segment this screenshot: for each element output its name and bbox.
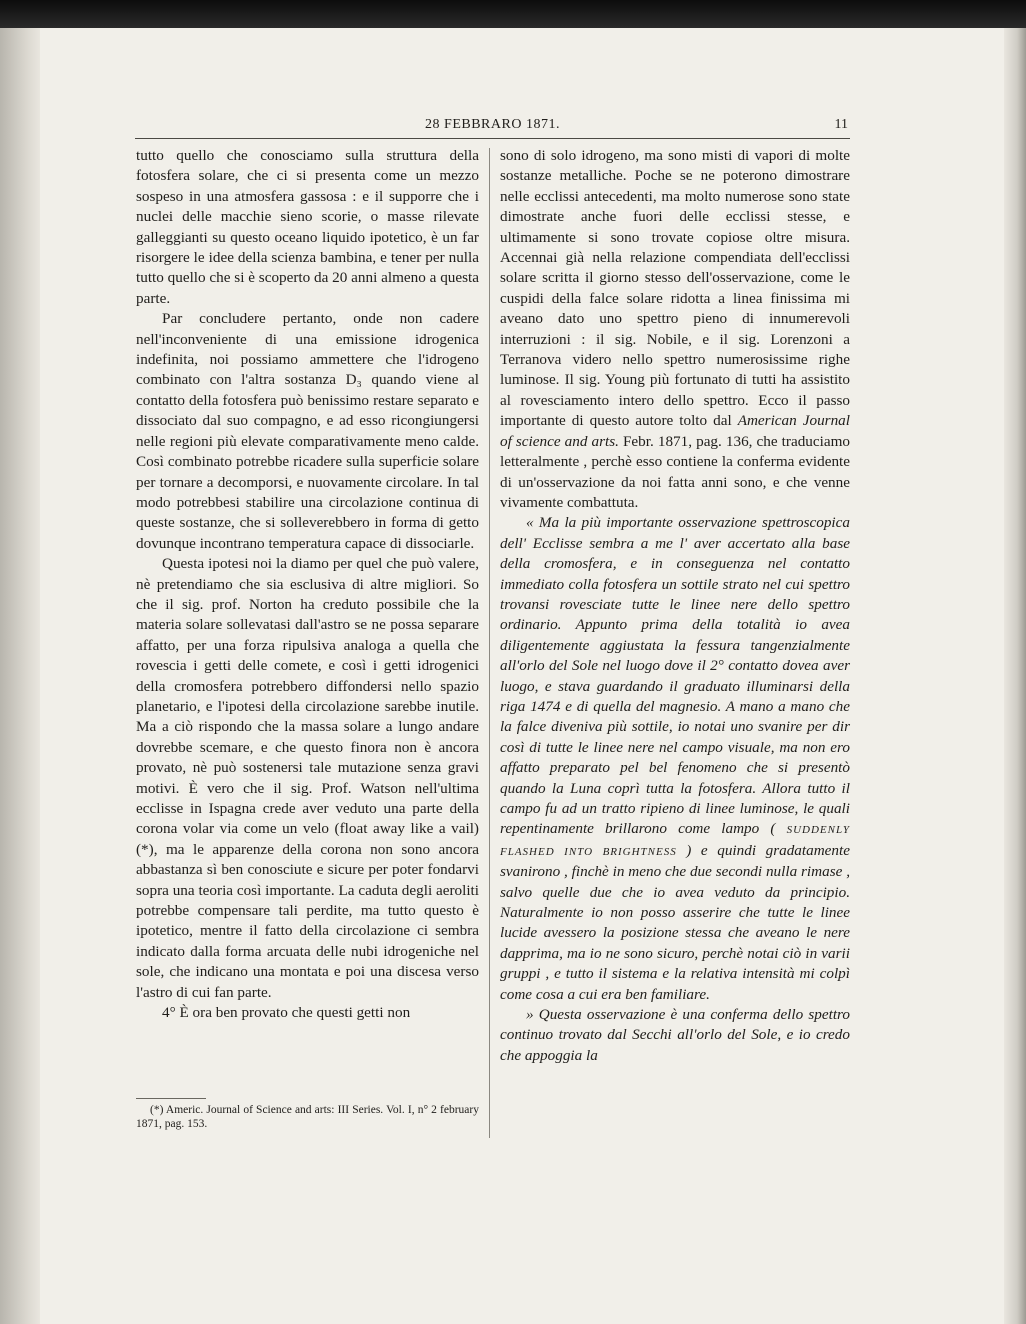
scan-left-edge — [0, 28, 40, 1324]
left-column — [136, 146, 479, 1023]
quotation-text: ) e quindi gradatamente svanirono , finchè in meno che due secondi nulla rimase , salvo quelle due che io avea veduto da principio. Naturalmente io non posso asserire che tutte le linee lucide avessero la posizione stessa che aveano le nere dapprima, ma io ne sono sicuro, perchè notai ciò in varii gruppi , e tutto il sistema e la relativa intensità mi colpì come cosa a cui era ben familiare. — [500, 841, 850, 1003]
column-divider — [489, 148, 490, 1138]
paragraph: Questa ipotesi noi la diamo per quel che può valere, nè pretendiamo che sia esclusiva di altre migliori. So che il sig. prof. Norton ha creduto possibile che la materia solare sollevatasi dall'astro se ne possa separare affatto, per una forza ripulsiva analoga a quella che rovescia i getti delle comete, e così i getti idrogenici della cromosfera potrebbero diffondersi nello spazio planetario, e l'ipotesi della circolazione sarebbe inutile. Ma a ciò rispondo che la massa solare a lungo andare dovrebbe scemare, e che questo finora non è ancora provato, nè può sostenersi tale mutazione senza gravi motivi. È vero che il sig. Prof. Watson nell'ultima ecclisse in Ispagna crede aver veduto una parte della corona volar via come un velo (float away like a vail) (*), ma le apparenze della corona non sono ancora abbastanza sì ben conosciute e sicure per poter fondarvi sopra una teoria così importante. La caduta degli aeroliti potrebbe compensare tali perdite, ma tutto questo è ipotetico, mentre il fatto della circolazione ci sembra indicato dalla forma arcuata delle nubi idrogeniche nel sole, che indicano una montata e poi una discesa verso l'astro di cui fan parte. — [136, 555, 479, 1001]
footnote: (*) Americ. Journal of Science and arts: III Series. Vol. I, n° 2 february 1871, pag. 153. — [136, 1104, 479, 1130]
scan-top-edge — [0, 0, 1026, 28]
header-rule — [135, 138, 850, 139]
paragraph — [500, 146, 850, 513]
right-column — [500, 146, 850, 1066]
quotation-text: « Ma la più importante osservazione spettroscopica dell' Ecclisse sembra a me l' aver accertato alla base della cromosfera, e in conseguenza nel contatto immediato colla fotosfera un sottile strato nel cui spettro trovansi rovesciate tutte le linee nere dello spettro ordinario. Appunto prima della totalità io avea diligentemente aggiustata la fessura tangenzialmente all'orlo del Sole nel luogo dove il 2° contatto dovea aver luogo, e stava guardando il graduato illuminarsi della riga 1474 e di quella del magnesio. A mano a mano che la falce diveniva più sottile, io notai uno svanire per dir così di tutte le linee nere nel campo visuale, ma non ero affatto preparato pel bel fenomeno che si presentò quando la Luna coprì tutta la fotosfera. Allora tutto il campo fu ad un tratto ripieno di linee luminose, le quali repentinamente brillarono come lampo ( — [500, 514, 850, 838]
paragraph-text: Febr. 1871, pag. 136, che traduciamo letteralmente , perchè esso contiene la conferma evidente di un'osservazione da noi fatta anni sono, e che venne vivamente combattuta. — [500, 432, 850, 511]
page-number: 11 — [834, 117, 848, 132]
running-header — [135, 117, 850, 137]
quotation: » Questa osservazione è una conferma dello spettro continuo trovato dal Secchi all'orlo del Sole, e io credo che appoggia la — [500, 1006, 850, 1064]
footnote-rule — [136, 1098, 206, 1099]
header-title: 28 FEBBRARO 1871. — [425, 117, 560, 132]
paragraph-text: sono di solo idrogeno, ma sono misti di vapori di molte sostanze metalliche. Poche se ne poterono dimostrare nelle ecclissi antecedenti, ma molto numerose sono state dimostrate anche fuori delle ecclissi stesse, e ultimamente si sono trovate copiose oltre misura. Accennai già nella relazione compendiata dell'ecclissi solare scritta il giorno stesso dell'osservazione, come le cuspidi della falce solare ridotta a linea finissima mi aveano dato uno spettro pieno di innumerevoli interruzioni : il sig. Nobile, e il sig. Lorenzoni a Terranova videro nello spettro numerosissime righe luminose. Il sig. Young più fortunato di tutti ha assistito al rovesciamento intero dello spettro. Ecco il passo importante di questo autore tolto dal — [500, 147, 850, 430]
journal-title: American Journal of science and arts. — [500, 412, 850, 450]
paragraph: 4° È ora ben provato che questi getti non — [162, 1004, 411, 1022]
paragraph: Par concludere pertanto, onde non cadere nell'inconveniente di una emissione idrogenica indefinita, noi possiamo ammettere che l'idrogeno combinato con l'altra sostanza D₃ quando viene al contatto della fotosfera può benissimo restare separato e dissociato dal suo compagno, e ad esso ricongiungersi nelle regioni più elevate comparativamente meno calde. Così combinato potrebbe ricadere sulla superficie solare per tornare a decomporsi, e nuovamente circolare. In tal modo potrebbesi stabilire una circolazione continua di queste sostanze, che si solleverebbero in forma di getto dovunque incontrano temperatura capace di dissociarle. — [136, 310, 479, 552]
quotation — [500, 513, 850, 1005]
quotation-caps: SUDDENLY FLASHED INTO BRIGHTNESS — [500, 824, 850, 858]
scan-right-edge — [1004, 28, 1026, 1324]
paragraph: tutto quello che conosciamo sulla struttura della fotosfera solare, che ci si presenta come un mezzo sospeso in una atmosfera gassosa : e il supporre che i nuclei delle macchie sieno scorie, o masse rilevate galleggianti su questo oceano liquido ipotetico, è un far risorgere le idee della scienza bambina, e tener per nulla tutto quello che si è scoperto da 20 anni almeno a questa parte. — [136, 147, 479, 307]
